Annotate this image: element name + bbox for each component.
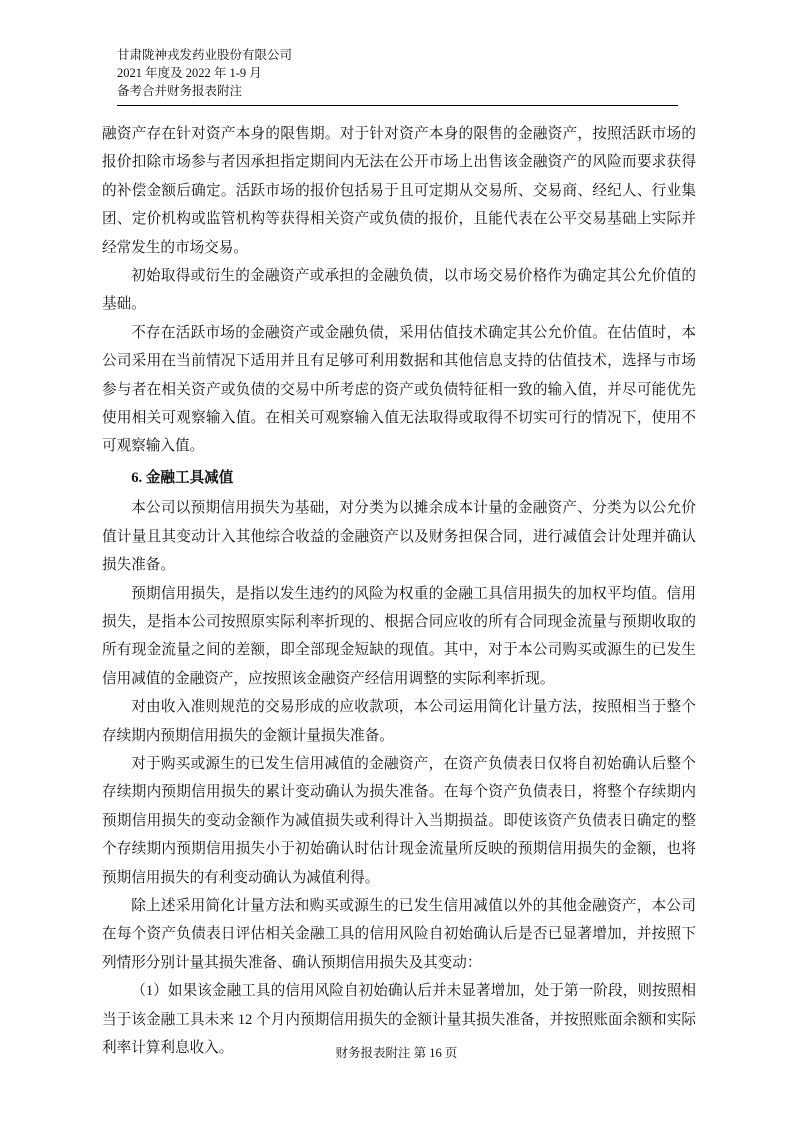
paragraph: 对于购买或源生的已发生信用减值的金融资产，在资产负债表日仅将自初始确认后整个存续期内预期信用损失的累计变动确认为损失准备。在每个资产负债表日，将整个存续期内预期信用损失的变动金额作为减值损失或利得计入当期损益。即使该资产负债表日确定的整个存续期内预期信用损失小于初始确认时估计现金流量所反映的预期信用损失的金额，也将预期信用损失的有利变动确认为减值利得。 <box>102 755 696 886</box>
paragraph: 对由收入准则规范的交易形成的应收款项，本公司运用简化计量方法，按照相当于整个存续期内预期信用损失的金额计量损失准备。 <box>102 699 696 744</box>
paragraph-continuation: 融资产存在针对资产本身的限售期。对于针对资产本身的限售的金融资产，按照活跃市场的报价扣除市场参与者因承担指定期间内无法在公开市场上出售该金融资产的风险而要求获得的补偿金额后确定。活跃市场的报价包括易于且可定期从交易所、交易商、经纪人、行业集团、定价机构或监管机构等获得相关资产或负债的报价，且能代表在公平交易基础上实际并经常发生的市场交易。 <box>102 126 696 256</box>
header-report-period: 2021 年度及 2022 年 1-9 月 <box>117 66 262 80</box>
paragraph: 初始取得或衍生的金融资产或承担的金融负债，以市场交易价格作为确定其公允价值的基础。 <box>102 268 696 313</box>
section-heading-financial-instrument-impairment: 6. 金融工具减值 <box>131 469 234 486</box>
paragraph: 预期信用损失，是指以发生违约的风险为权重的金融工具信用损失的加权平均值。信用损失，是指本公司按照原实际利率折现的、根据合同应收的所有合同现金流量与预期收取的所有现金流量之间的差额，即全部现金短缺的现值。其中，对于本公司购买或源生的已发生信用减值的金融资产，应按照该金融资产经信用调整的实际利率折现。 <box>102 585 696 687</box>
page-header <box>117 46 678 106</box>
header-company-name: 甘肃陇神戎发药业股份有限公司 <box>117 48 293 62</box>
body-text <box>102 120 696 1062</box>
page-footer: 财务报表附注 第 16 页 <box>335 1046 458 1060</box>
paragraph: 除上述采用简化计量方法和购买或源生的已发生信用减值以外的其他金融资产，本公司在每个资产负债表日评估相关金融工具的信用风险自初始确认后是否已显著增加，并按照下列情形分别计量其损失准备、确认预期信用损失及其变动： <box>102 897 696 971</box>
page-content <box>102 46 696 1062</box>
paragraph: 不存在活跃市场的金融资产或金融负债，采用估值技术确定其公允价值。在估值时，本公司采用在当前情况下适用并且有足够可利用数据和其他信息支持的估值技术，选择与市场参与者在相关资产或负债的交易中所考虑的资产或负债特征相一致的输入值，并尽可能优先使用相关可观察输入值。在相关可观察输入值无法取得或取得不切实可行的情况下，使用不可观察输入值。 <box>102 324 696 455</box>
paragraph: 本公司以预期信用损失为基础，对分类为以摊余成本计量的金融资产、分类为以公允价值计量且其变动计入其他综合收益的金融资产以及财务担保合同，进行减值会计处理并确认损失准备。 <box>102 500 696 574</box>
paragraph-list-item-1: （1）如果该金融工具的信用风险自初始确认后并未显著增加，处于第一阶段，则按照相当于该金融工具未来 12 个月内预期信用损失的金额计量其损失准备，并按照账面余额和实际利率计算利息收入。 <box>102 983 696 1056</box>
header-doc-title: 备考合并财务报表附注 <box>117 84 243 98</box>
